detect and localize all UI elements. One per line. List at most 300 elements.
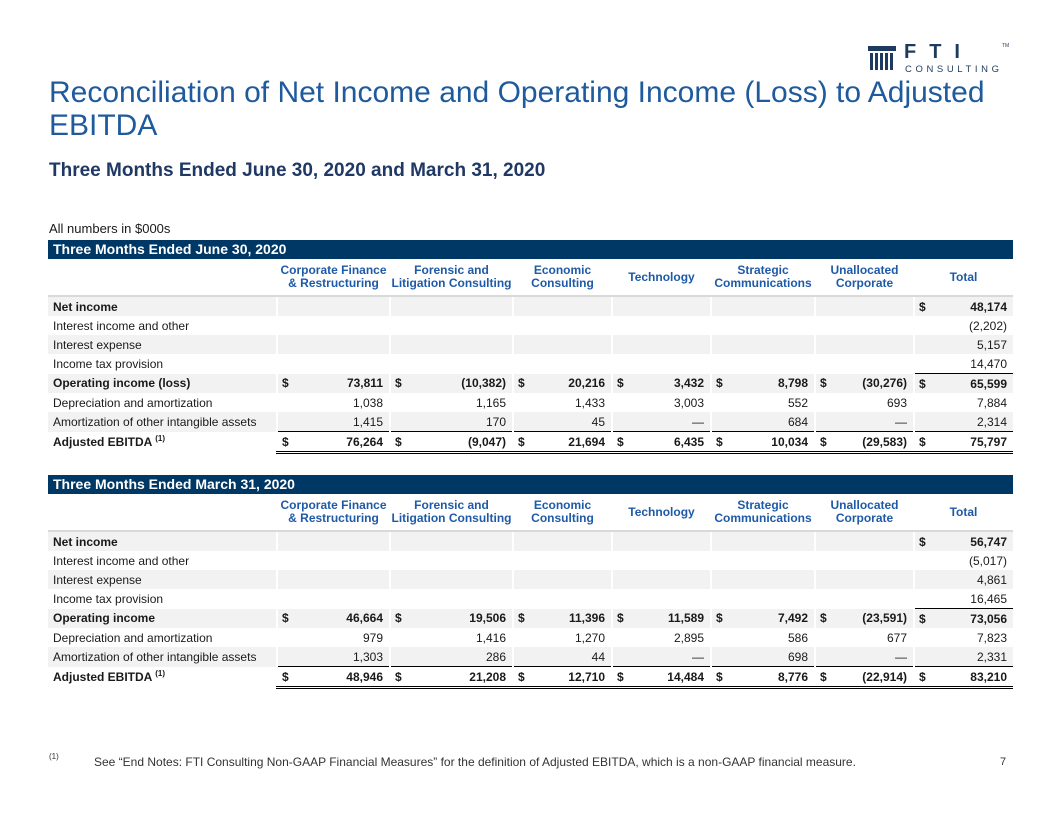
- cell-value: 16,465: [970, 591, 1007, 606]
- cell-content: [613, 631, 710, 645]
- cell-value: 19,506: [469, 611, 506, 626]
- row-label: [48, 296, 277, 316]
- value-cell: [914, 393, 1013, 412]
- row-label: [48, 589, 277, 609]
- row-label-text: Interest expense: [53, 572, 142, 587]
- currency-symbol: $: [617, 434, 624, 449]
- table-row: [48, 393, 1013, 412]
- value-cell: [390, 296, 513, 316]
- value-cell: [815, 589, 914, 609]
- table-row: [48, 412, 1013, 432]
- value-cell: [513, 316, 612, 335]
- cell-value: 65,599: [970, 376, 1007, 391]
- currency-symbol: $: [395, 611, 402, 626]
- value-cell: [612, 412, 711, 432]
- cell-content: [613, 611, 710, 625]
- value-cell: [390, 335, 513, 354]
- column-header-line1: Technology: [628, 504, 695, 519]
- value-cell: [390, 589, 513, 609]
- cell-content: [613, 435, 710, 449]
- value-cell: [513, 412, 612, 432]
- cell-value: 1,038: [352, 395, 383, 410]
- cell-value: (29,583): [862, 434, 907, 449]
- cell-value: 1,270: [574, 630, 605, 645]
- value-cell: [513, 393, 612, 412]
- cell-content: [816, 396, 913, 410]
- value-cell: [612, 316, 711, 335]
- currency-symbol: $: [820, 434, 827, 449]
- value-cell: [390, 628, 513, 647]
- table-row: [48, 609, 1013, 629]
- value-cell: [711, 647, 815, 667]
- column-header: [277, 259, 390, 296]
- cell-value: —: [895, 649, 907, 664]
- column-header-line2: Consulting: [531, 511, 594, 525]
- currency-symbol: $: [820, 669, 827, 684]
- value-cell: [612, 335, 711, 354]
- cell-content: [514, 650, 611, 664]
- value-cell: [513, 551, 612, 570]
- currency-symbol: $: [716, 434, 723, 449]
- value-cell: [914, 335, 1013, 354]
- section-q2-2020: [48, 240, 1013, 454]
- table-row: [48, 589, 1013, 609]
- value-cell: [612, 628, 711, 647]
- cell-value: 677: [886, 630, 907, 645]
- row-label: [48, 316, 277, 335]
- cell-content: [278, 611, 389, 625]
- column-header: [711, 259, 815, 296]
- cell-value: 8,776: [777, 669, 808, 684]
- cell-content: [391, 376, 512, 390]
- cell-content: [391, 611, 512, 625]
- value-cell: [815, 647, 914, 667]
- column-header: [277, 494, 390, 531]
- table-row: [48, 531, 1013, 551]
- value-cell: [390, 354, 513, 374]
- cell-value: —: [692, 414, 704, 429]
- currency-symbol: $: [518, 376, 525, 391]
- reconciliation-table: [48, 259, 1013, 454]
- fti-consulting-logo: [868, 41, 1010, 76]
- column-header-line2: Corporate: [835, 276, 894, 290]
- value-cell: [612, 667, 711, 688]
- cell-content: [816, 650, 913, 664]
- column-header-line1: Unallocated: [830, 263, 899, 277]
- column-header: [914, 494, 1013, 531]
- currency-symbol: $: [282, 434, 289, 449]
- row-label-text: Interest expense: [53, 337, 142, 352]
- currency-symbol: $: [716, 376, 723, 391]
- header-row: [48, 259, 1013, 296]
- currency-symbol: $: [919, 434, 926, 449]
- row-label-text: Amortization of other intangible assets: [53, 414, 257, 429]
- cell-content: [712, 435, 814, 449]
- cell-value: 48,946: [346, 669, 383, 684]
- value-cell: [815, 667, 914, 688]
- row-label-text: Interest income and other: [53, 553, 190, 568]
- cell-value: 552: [787, 395, 808, 410]
- value-cell: [711, 335, 815, 354]
- row-label-text: Adjusted EBITDA: [53, 670, 152, 684]
- cell-value: 5,157: [976, 337, 1007, 352]
- cell-value: (30,276): [862, 376, 907, 391]
- value-cell: [815, 628, 914, 647]
- row-label-text: Net income: [53, 299, 118, 314]
- value-cell: [914, 531, 1013, 551]
- footnote-mark: (1): [49, 752, 59, 761]
- cell-content: [816, 415, 913, 429]
- value-cell: [914, 432, 1013, 453]
- row-label-text: Adjusted EBITDA: [53, 435, 152, 449]
- header-row: [48, 494, 1013, 531]
- table-row: [48, 570, 1013, 589]
- currency-symbol: $: [716, 611, 723, 626]
- value-cell: [612, 647, 711, 667]
- cell-content: [915, 554, 1013, 568]
- value-cell: [277, 374, 390, 394]
- column-header-line2: Consulting: [531, 276, 594, 290]
- value-cell: [815, 374, 914, 394]
- currency-symbol: $: [919, 534, 926, 549]
- column-header-line2: Communications: [714, 511, 812, 525]
- cell-value: (10,382): [461, 376, 506, 391]
- cell-content: [391, 415, 512, 429]
- value-cell: [277, 296, 390, 316]
- cell-content: [712, 611, 814, 625]
- cell-value: 21,208: [469, 669, 506, 684]
- cell-content: [278, 376, 389, 390]
- value-cell: [390, 432, 513, 453]
- row-label: [48, 609, 277, 629]
- cell-value: (23,591): [862, 611, 907, 626]
- row-label-text: Net income: [53, 534, 118, 549]
- cell-value: 73,056: [970, 611, 1007, 626]
- column-header-line1: Strategic: [737, 263, 789, 277]
- value-cell: [513, 609, 612, 629]
- column-header-line2: Communications: [714, 276, 812, 290]
- column-header-line2: & Restructuring: [288, 511, 379, 525]
- cell-content: [915, 415, 1013, 429]
- value-cell: [612, 393, 711, 412]
- footnote-ref: (1): [155, 669, 166, 678]
- value-cell: [612, 374, 711, 394]
- cell-content: [391, 631, 512, 645]
- value-cell: [711, 589, 815, 609]
- cell-content: [514, 415, 611, 429]
- row-label-text: Operating income: [53, 611, 156, 626]
- value-cell: [612, 531, 711, 551]
- value-cell: [513, 432, 612, 453]
- cell-content: [915, 300, 1013, 314]
- row-label-text: Income tax provision: [53, 591, 164, 606]
- value-cell: [914, 570, 1013, 589]
- cell-value: 45: [591, 414, 605, 429]
- value-cell: [390, 647, 513, 667]
- currency-symbol: $: [518, 611, 525, 626]
- cell-content: [915, 435, 1013, 449]
- cell-value: 1,433: [574, 395, 605, 410]
- value-cell: [711, 354, 815, 374]
- logo-letters: FTI: [904, 41, 973, 63]
- value-cell: [711, 551, 815, 570]
- row-label: [48, 647, 277, 667]
- row-label-text: Depreciation and amortization: [53, 630, 213, 645]
- value-cell: [513, 647, 612, 667]
- value-cell: [914, 667, 1013, 688]
- cell-value: 4,861: [976, 572, 1007, 587]
- value-cell: [815, 551, 914, 570]
- value-cell: [815, 432, 914, 453]
- cell-content: [816, 611, 913, 625]
- value-cell: [390, 667, 513, 688]
- value-cell: [711, 412, 815, 432]
- row-label: [48, 335, 277, 354]
- value-cell: [815, 316, 914, 335]
- cell-content: [278, 670, 389, 684]
- table-row: [48, 374, 1013, 394]
- cell-value: 2,314: [976, 414, 1007, 429]
- cell-value: 7,823: [976, 630, 1007, 645]
- value-cell: [277, 393, 390, 412]
- cell-value: (2,202): [968, 318, 1007, 333]
- row-label-text: Interest income and other: [53, 318, 190, 333]
- cell-content: [915, 592, 1013, 606]
- cell-value: 1,165: [475, 395, 506, 410]
- cell-value: (22,914): [862, 669, 907, 684]
- row-label: [48, 432, 277, 453]
- cell-content: [278, 396, 389, 410]
- cell-content: [514, 611, 611, 625]
- table-row: [48, 316, 1013, 335]
- cell-value: 14,470: [970, 356, 1007, 371]
- row-label: [48, 531, 277, 551]
- section-q1-2020: [48, 475, 1013, 689]
- table-row: [48, 432, 1013, 453]
- cell-content: [915, 377, 1013, 391]
- value-cell: [815, 609, 914, 629]
- currency-symbol: $: [919, 669, 926, 684]
- currency-symbol: $: [617, 669, 624, 684]
- value-cell: [711, 296, 815, 316]
- column-header: [390, 259, 513, 296]
- cell-content: [613, 670, 710, 684]
- cell-value: —: [895, 414, 907, 429]
- cell-value: 11,589: [667, 611, 704, 626]
- cell-content: [816, 376, 913, 390]
- units-note: All numbers in $000s: [49, 221, 171, 236]
- value-cell: [914, 374, 1013, 394]
- row-label-text: Depreciation and amortization: [53, 395, 213, 410]
- column-header-line1: Corporate Finance: [280, 498, 387, 512]
- cell-content: [915, 319, 1013, 333]
- value-cell: [390, 531, 513, 551]
- value-cell: [277, 551, 390, 570]
- cell-value: 286: [485, 649, 506, 664]
- fti-logo-mark-icon: [868, 46, 896, 72]
- cell-content: [613, 650, 710, 664]
- page-number: 7: [1000, 756, 1007, 768]
- value-cell: [513, 589, 612, 609]
- cell-value: 698: [787, 649, 808, 664]
- cell-content: [712, 415, 814, 429]
- cell-value: 7,492: [777, 611, 808, 626]
- cell-content: [712, 650, 814, 664]
- cell-value: (5,017): [968, 553, 1007, 568]
- cell-value: 684: [787, 414, 808, 429]
- column-header-line1: Forensic and: [414, 263, 489, 277]
- row-label: [48, 628, 277, 647]
- cell-content: [278, 415, 389, 429]
- row-label: [48, 551, 277, 570]
- cell-content: [915, 535, 1013, 549]
- value-cell: [277, 531, 390, 551]
- currency-symbol: $: [820, 376, 827, 391]
- header-blank: [48, 494, 277, 531]
- cell-content: [915, 650, 1013, 664]
- cell-content: [915, 670, 1013, 684]
- column-header-line1: Total: [949, 269, 978, 284]
- currency-symbol: $: [617, 611, 624, 626]
- cell-value: 76,264: [346, 434, 383, 449]
- value-cell: [914, 354, 1013, 374]
- cell-value: 3,432: [673, 376, 704, 391]
- column-header: [513, 259, 612, 296]
- cell-content: [391, 396, 512, 410]
- value-cell: [711, 393, 815, 412]
- currency-symbol: $: [518, 434, 525, 449]
- value-cell: [390, 316, 513, 335]
- column-header: [513, 494, 612, 531]
- value-cell: [815, 412, 914, 432]
- value-cell: [612, 551, 711, 570]
- column-header-line1: Corporate Finance: [280, 263, 387, 277]
- currency-symbol: $: [820, 611, 827, 626]
- value-cell: [815, 354, 914, 374]
- value-cell: [513, 296, 612, 316]
- value-cell: [277, 609, 390, 629]
- cell-value: 1,416: [475, 630, 506, 645]
- currency-symbol: $: [395, 376, 402, 391]
- cell-content: [712, 631, 814, 645]
- row-label-text: Amortization of other intangible assets: [53, 649, 257, 664]
- value-cell: [277, 412, 390, 432]
- cell-content: [712, 396, 814, 410]
- currency-symbol: $: [282, 376, 289, 391]
- row-label: [48, 374, 277, 394]
- value-cell: [612, 296, 711, 316]
- column-header-line2: Litigation Consulting: [391, 276, 512, 290]
- value-cell: [612, 570, 711, 589]
- reconciliation-table: [48, 494, 1013, 689]
- table-row: [48, 628, 1013, 647]
- value-cell: [914, 551, 1013, 570]
- value-cell: [711, 432, 815, 453]
- cell-value: 10,034: [771, 434, 808, 449]
- cell-value: 8,798: [777, 376, 808, 391]
- cell-value: 7,884: [976, 395, 1007, 410]
- cell-content: [915, 338, 1013, 352]
- value-cell: [513, 531, 612, 551]
- value-cell: [711, 609, 815, 629]
- row-label-text: Operating income (loss): [53, 376, 191, 391]
- value-cell: [612, 354, 711, 374]
- column-header-line1: Strategic: [737, 498, 789, 512]
- cell-content: [613, 415, 710, 429]
- cell-content: [915, 612, 1013, 626]
- row-label: [48, 412, 277, 432]
- value-cell: [815, 393, 914, 412]
- cell-content: [514, 670, 611, 684]
- value-cell: [815, 570, 914, 589]
- table-row: [48, 354, 1013, 374]
- cell-content: [712, 376, 814, 390]
- value-cell: [612, 589, 711, 609]
- value-cell: [711, 374, 815, 394]
- cell-value: 14,484: [667, 669, 704, 684]
- value-cell: [914, 609, 1013, 629]
- cell-content: [278, 631, 389, 645]
- table-row: [48, 551, 1013, 570]
- row-label-text: Income tax provision: [53, 356, 164, 371]
- table-row: [48, 647, 1013, 667]
- value-cell: [612, 432, 711, 453]
- column-header: [815, 259, 914, 296]
- cell-value: 20,216: [568, 376, 605, 391]
- currency-symbol: $: [518, 669, 525, 684]
- value-cell: [513, 570, 612, 589]
- column-header: [612, 494, 711, 531]
- column-header: [711, 494, 815, 531]
- value-cell: [711, 570, 815, 589]
- value-cell: [277, 354, 390, 374]
- column-header-line2: Corporate: [835, 511, 894, 525]
- cell-content: [816, 435, 913, 449]
- column-header: [815, 494, 914, 531]
- cell-content: [915, 573, 1013, 587]
- value-cell: [513, 354, 612, 374]
- cell-value: 48,174: [970, 299, 1007, 314]
- footnote-text: See “End Notes: FTI Consulting Non-GAAP Financial Measures” for the definition of Adjusted EBITDA, which is a non-GAAP financial measure.: [94, 755, 856, 769]
- cell-content: [391, 650, 512, 664]
- cell-value: 11,396: [568, 611, 605, 626]
- cell-value: 170: [485, 414, 506, 429]
- cell-content: [915, 396, 1013, 410]
- cell-content: [712, 670, 814, 684]
- page-title: Reconciliation of Net Income and Operating Income (Loss) to Adjusted EBITDA: [49, 76, 985, 142]
- value-cell: [711, 628, 815, 647]
- value-cell: [711, 531, 815, 551]
- value-cell: [277, 316, 390, 335]
- cell-value: 75,797: [970, 434, 1007, 449]
- currency-symbol: $: [395, 669, 402, 684]
- column-header: [914, 259, 1013, 296]
- cell-content: [613, 376, 710, 390]
- column-header-line2: Litigation Consulting: [391, 511, 512, 525]
- footnote-ref: (1): [155, 434, 166, 443]
- value-cell: [914, 647, 1013, 667]
- value-cell: [277, 628, 390, 647]
- value-cell: [390, 412, 513, 432]
- value-cell: [513, 628, 612, 647]
- cell-value: (9,047): [467, 434, 506, 449]
- column-header-line1: Economic: [533, 498, 592, 512]
- value-cell: [390, 374, 513, 394]
- cell-value: 586: [787, 630, 808, 645]
- table-row: [48, 335, 1013, 354]
- column-header-line1: Technology: [628, 269, 695, 284]
- value-cell: [914, 296, 1013, 316]
